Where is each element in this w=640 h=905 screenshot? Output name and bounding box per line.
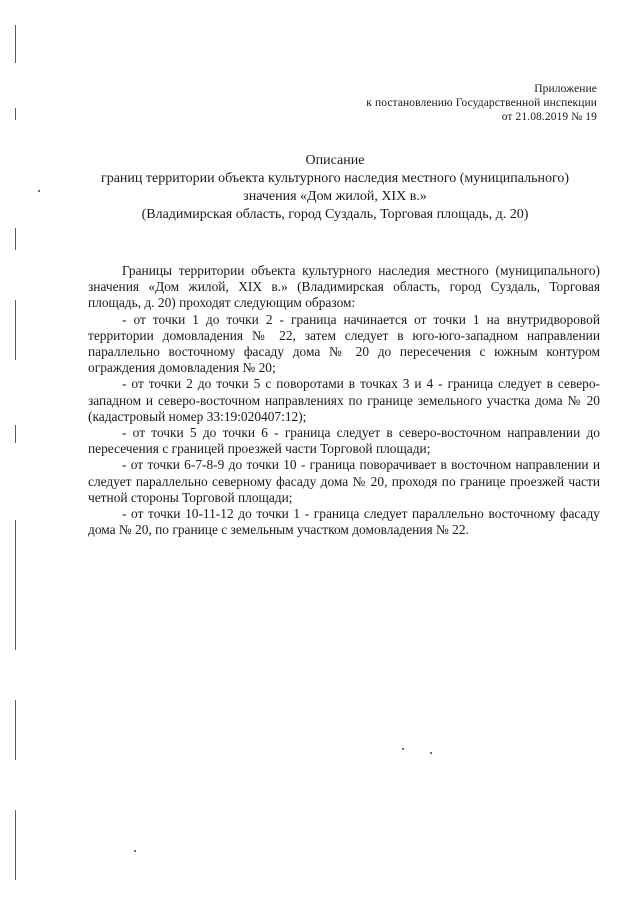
title-subject: границ территории объекта культурного наследия местного (муниципального) (100, 171, 570, 186)
boundary-segment-1-2: - от точки 1 до точки 2 - граница начинается от точки 1 на внутридворовой территории домовладения № 22, затем следует в юго-юго-западном направлении параллельно восточному фасаду дома № 20 до пересечения с южным контуром ограждения домовладения № 20; (88, 311, 600, 376)
boundary-segment-5-6: - от точки 5 до точки 6 - граница следует в северо-восточном направлении до пересечения с границей проезжей части Торговой площади; (88, 425, 600, 457)
scan-edge-mark (15, 228, 16, 250)
title-object-name: значения «Дом жилой, XIX в.» (243, 189, 427, 204)
title-heading: Описание (305, 153, 365, 168)
scan-edge-mark (15, 300, 16, 360)
boundary-segment-2-5: - от точки 2 до точки 5 с поворотами в точках 3 и 4 - граница следует в северо-западном и северо-восточном направлениях по границе земельного участка дома № 20 (кадастровый номер 33:19:020407:12); (88, 376, 600, 424)
scan-edge-mark (15, 425, 16, 443)
scan-edge-mark (15, 108, 16, 120)
scan-edge-mark (15, 520, 16, 650)
scan-speck (402, 748, 404, 750)
appendix-header (366, 82, 597, 124)
resolution-reference: к постановлению Государственной инспекции (366, 97, 597, 109)
boundary-segment-10-1: - от точки 10-11-12 до точки 1 - граница следует параллельно восточному фасаду дома № 20, по границе с земельным участком домовладения № 22. (88, 506, 600, 538)
scan-speck (38, 190, 40, 192)
scan-edge-mark (15, 25, 16, 63)
title-address: (Владимирская область, город Суздаль, Торговая площадь, д. 20) (141, 207, 529, 222)
boundary-description (88, 263, 600, 538)
scan-speck (134, 850, 136, 852)
scan-edge-mark (15, 810, 16, 880)
appendix-label: Приложение (534, 83, 597, 95)
resolution-date-number: от 21.08.2019 № 19 (501, 111, 597, 123)
scan-speck (430, 752, 432, 754)
document-title (80, 152, 590, 224)
boundary-segment-6-10: - от точки 6-7-8-9 до точки 10 - граница поворачивает в восточном направлении и следует параллельно северному фасаду дома № 20, проходя по границе проезжей части четной стороны Торговой площади; (88, 457, 600, 505)
scan-edge-mark (15, 700, 16, 760)
intro-paragraph: Границы территории объекта культурного наследия местного (муниципального) значения «Дом жилой, XIX в.» (Владимирская область, город Суздаль, Торговая площадь, д. 20) проходят следующим образом: (88, 263, 600, 311)
